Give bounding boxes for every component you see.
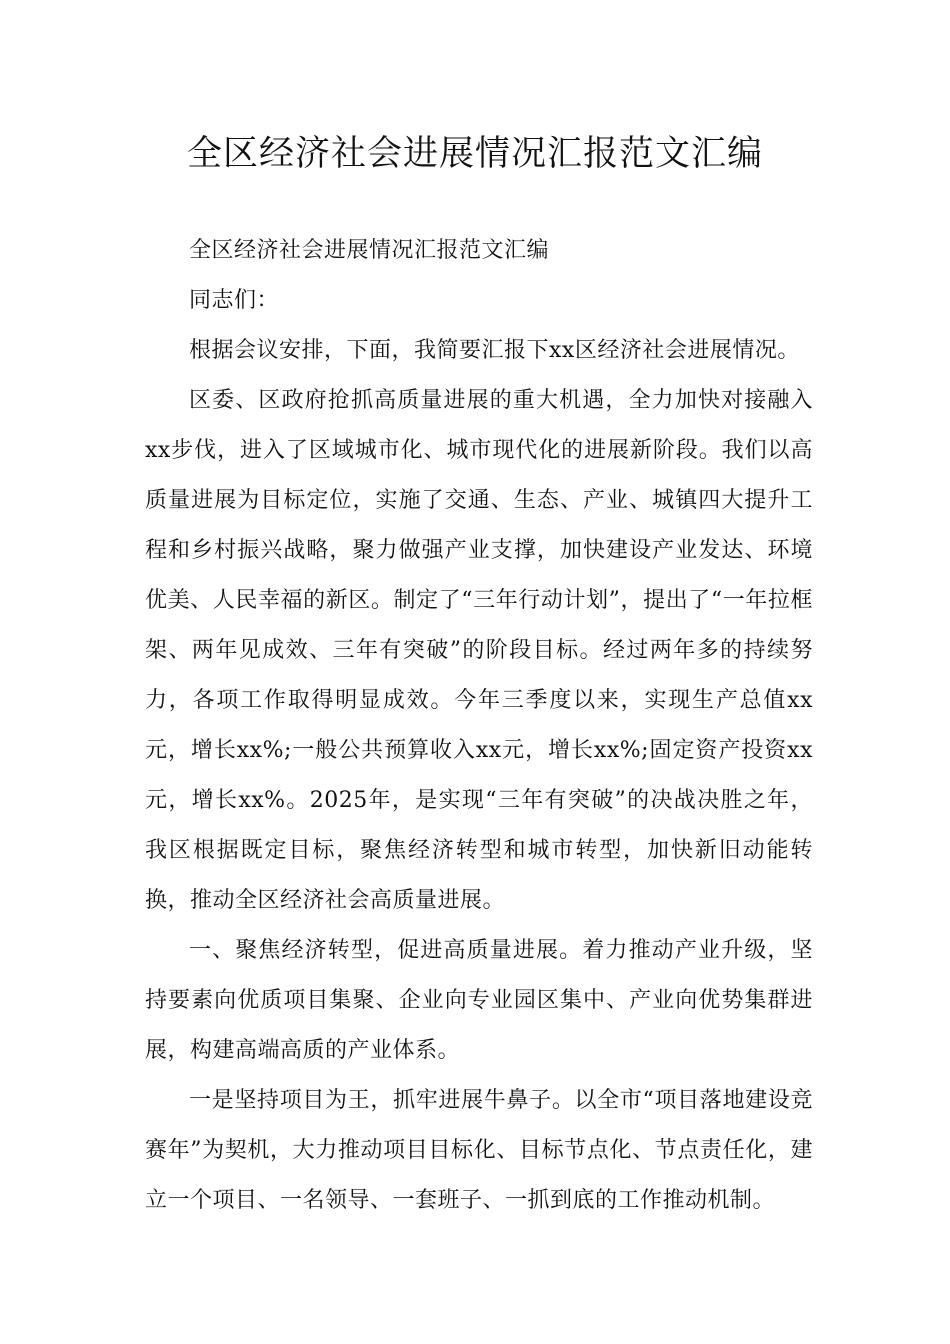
- paragraph-section-one: 一、聚焦经济转型，促进高质量进展。着力推动产业升级，坚持要素向优质项目集聚、企业向专业园区集中、产业向优势集群进展，构建高端高质的产业体系。: [145, 938, 813, 1063]
- paragraph-point-one: 一是坚持项目为王，抓牢进展牛鼻子。以全市“项目落地建设竞赛年”为契机，大力推动项目目标化、目标节点化、节点责任化，建立一个项目、一名领导、一套班子、一抓到底的工作推动机制。: [145, 1088, 813, 1213]
- document-title: 全区经济社会进展情况汇报范文汇编: [186, 134, 763, 174]
- paragraph-intro: 根据会议安排，下面，我简要汇报下xx区经济社会进展情况。: [189, 338, 800, 363]
- paragraph-overview: 区委、区政府抢抓高质量进展的重大机遇，全力加快对接融入xx步伐，进入了区域城市化、城市现代化的进展新阶段。我们以高质量进展为目标定位，实施了交通、生态、产业、城镇四大提升工程和乡村振兴战略，聚力做强产业支撑，加快建设产业发达、环境优美、人民幸福的新区。制定了“三年行动计划”，提出了“一年拉框架、两年见成效、三年有突破”的阶段目标。经过两年多的持续努力，各项工作取得明显成效。今年三季度以来，实现生产总值xx元，增长xx%;一般公共预算收入xx元，增长xx%;固定资产投资xx元，增长xx%。2025年，是实现“三年有突破”的决战决胜之年，我区根据既定目标，聚焦经济转型和城市转型，加快新旧动能转换，推动全区经济社会高质量进展。: [145, 388, 813, 913]
- paragraph-subtitle: 全区经济社会进展情况汇报范文汇编: [189, 238, 550, 263]
- paragraph-salutation: 同志们：: [189, 288, 280, 313]
- document-body: [145, 226, 813, 1226]
